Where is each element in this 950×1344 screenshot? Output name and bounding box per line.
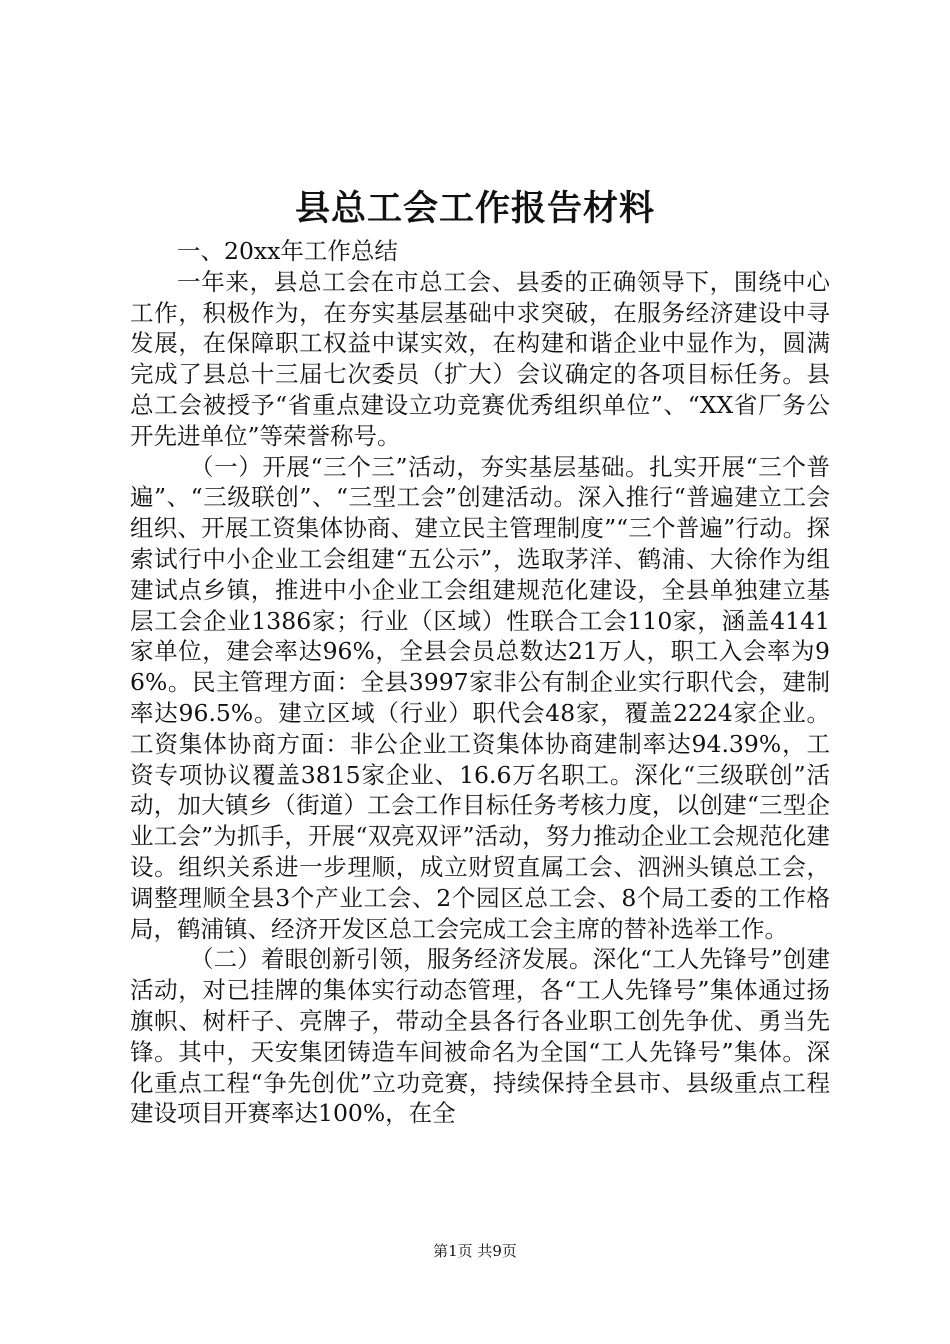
summary-paragraph: 一年来，县总工会在市总工会、县委的正确领导下，围绕中心工作，积极作为，在夯实基层基础中求突破，在服务经济建设中寻发展，在保障职工权益中谋实效，在构建和谐企业中显作为，圆满完成了县总十三届七次委员（扩大）会议确定的各项目标任务。县总工会被授予“省重点建设立功竞赛优秀组织单位”、“XX省厂务公开先进单位”等荣誉称号。 bbox=[130, 267, 830, 450]
section-one-paragraph: （一）开展“三个三”活动，夯实基层基础。扎实开展“三个普遍”、“三级联创”、“三型工会”创建活动。深入推行“普遍建立工会组织、开展工资集体协商、建立民主管理制度”“三个普遍”行动。探索试行中小企业工会组建“五公示”，选取茅洋、鹤浦、大徐作为组建试点乡镇，推进中小企业工会组建规范化建设，全县单独建立基层工会企业1386家；行业（区域）性联合工会110家，涵盖4141家单位，建会率达96%，全县会员总数达21万人，职工入会率为96%。民主管理方面：全县3997家非公有制企业实行职代会，建制率达96.5%。建立区域（行业）职代会48家，覆盖2224家企业。工资集体协商方面：非公企业工资集体协商建制率达94.39%，工资专项协议覆盖3815家企业、16.6万名职工。深化“三级联创”活动，加大镇乡（街道）工会工作目标任务考核力度，以创建“三型企业工会”为抓手，开展“双亮双评”活动，努力推动企业工会规范化建设。组织关系进一步理顺，成立财贸直属工会、泗洲头镇总工会，调整理顺全县3个产业工会、2个园区总工会、8个局工委的工作格局，鹤浦镇、经济开发区总工会完成工会主席的替补选举工作。 bbox=[130, 452, 830, 943]
section-heading: 一、20xx年工作总结 bbox=[177, 237, 398, 265]
document-title: 县总工会工作报告材料 bbox=[294, 188, 655, 229]
document-body bbox=[130, 236, 830, 1129]
section-two-paragraph: （二）着眼创新引领，服务经济发展。深化“工人先锋号”创建活动，对已挂牌的集体实行动态管理，各“工人先锋号”集体通过扬旗帜、树杆子、亮牌子，带动全县各行各业职工创先争优、勇当先锋。其中，天安集团铸造车间被命名为全国“工人先锋号”集体。深化重点工程“争先创优”立功竞赛，持续保持全县市、县级重点工程建设项目开赛率达100%，在全 bbox=[130, 945, 830, 1128]
page-number-footer: 第1页 共9页 bbox=[433, 1242, 517, 1260]
